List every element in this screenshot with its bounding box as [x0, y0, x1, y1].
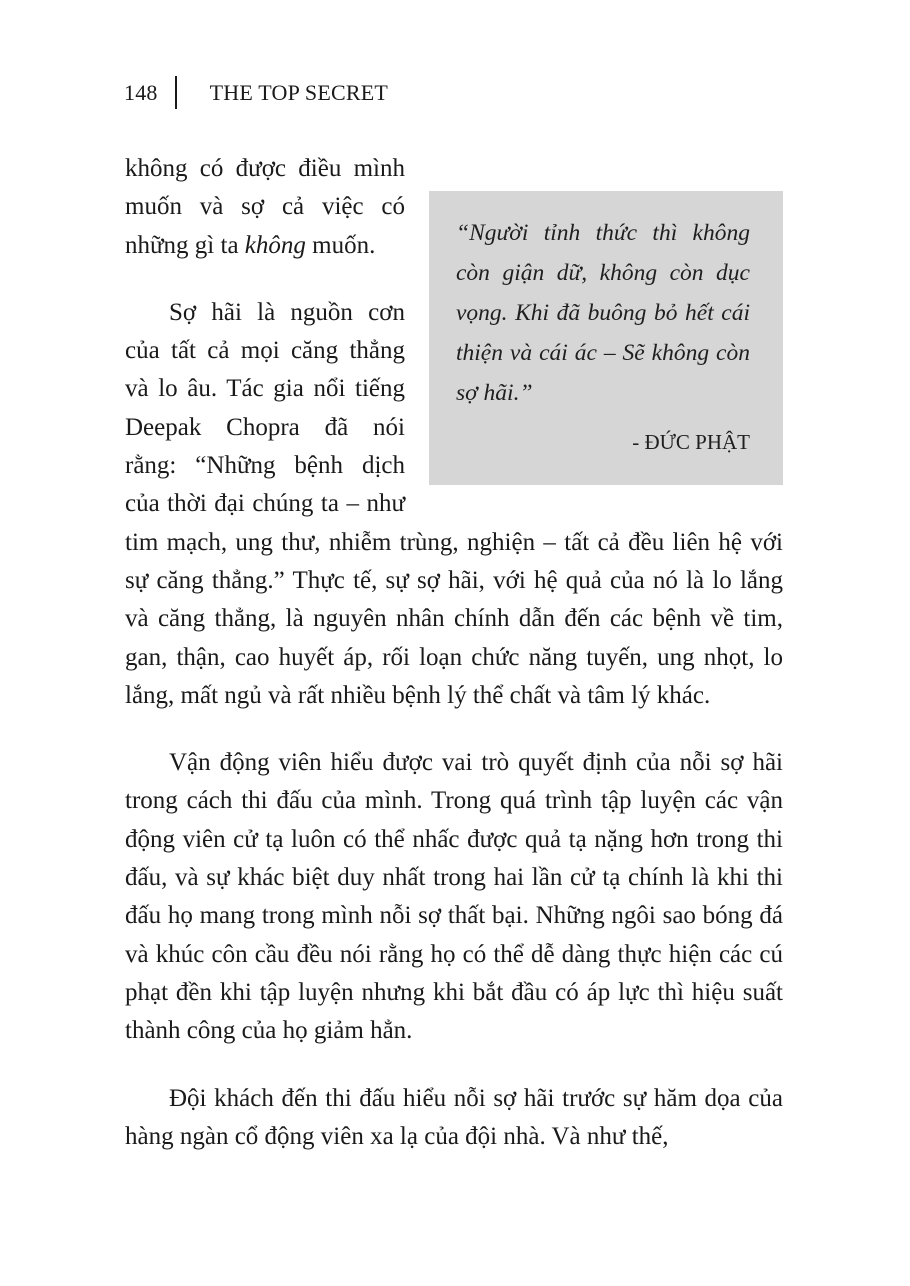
running-title: THE TOP SECRET: [209, 79, 389, 105]
quote-author: - ĐỨC PHẬT: [632, 430, 750, 454]
quote-text: “Người tỉnh thức thì không còn giận dữ, không còn dục vọng. Khi đã buông bỏ hết cái thiện và cái ác – Sẽ không còn sợ hãi.”: [456, 220, 750, 406]
page-header: [124, 76, 388, 109]
paragraph-4: Đội khách đến thi đấu hiểu nỗi sợ hãi trước sự hăm dọa của hàng ngàn cổ động viên xa lạ của đội nhà. Và như thế,: [125, 1084, 783, 1150]
header-divider: [175, 76, 177, 109]
paragraph-1-text-a: không có được điều mình muốn và sợ cả việc có những gì ta: [125, 155, 405, 259]
paragraph-1-text-b: muốn.: [305, 231, 376, 259]
paragraph-2: Sợ hãi là nguồn cơn của tất cả mọi căng thẳng và lo âu. Tác gia nổi tiếng Deepak Chopra đã nói rằng: “Những bệnh dịch của thời đại chúng ta – như tim mạch, ung thư, nhiễm trùng, nghiện – tất cả đều liên hệ với sự căng thẳng.” Thực tế, sự sợ hãi, với hệ quả của nó là lo lắng và căng thẳng, là nguyên nhân chính dẫn đến các bệnh về tim, gan, thận, cao huyết áp, rối loạn chức năng tuyến, ung nhọt, lo lắng, mất ngủ và rất nhiều bệnh lý thể chất và tâm lý khác.: [125, 298, 783, 709]
emphasis-word: không: [244, 231, 306, 259]
body-text: [125, 150, 783, 1156]
paragraph-3: Vận động viên hiểu được vai trò quyết định của nỗi sợ hãi trong cách thi đấu của mình. Trong quá trình tập luyện các vận động viên cử tạ luôn có thể nhấc được quả tạ nặng hơn trong thi đấu, và sự khác biệt duy nhất trong hai lần cử tạ chính là khi thi đấu họ mang trong mình nỗi sợ thất bại. Những ngôi sao bóng đá và khúc côn cầu đều nói rằng họ có thể dễ dàng thực hiện các cú phạt đền khi tập luyện nhưng khi bắt đầu có áp lực thì hiệu suất thành công của họ giảm hẳn.: [125, 749, 783, 1045]
pull-quote: [429, 191, 783, 485]
page-number: 148: [124, 79, 158, 105]
